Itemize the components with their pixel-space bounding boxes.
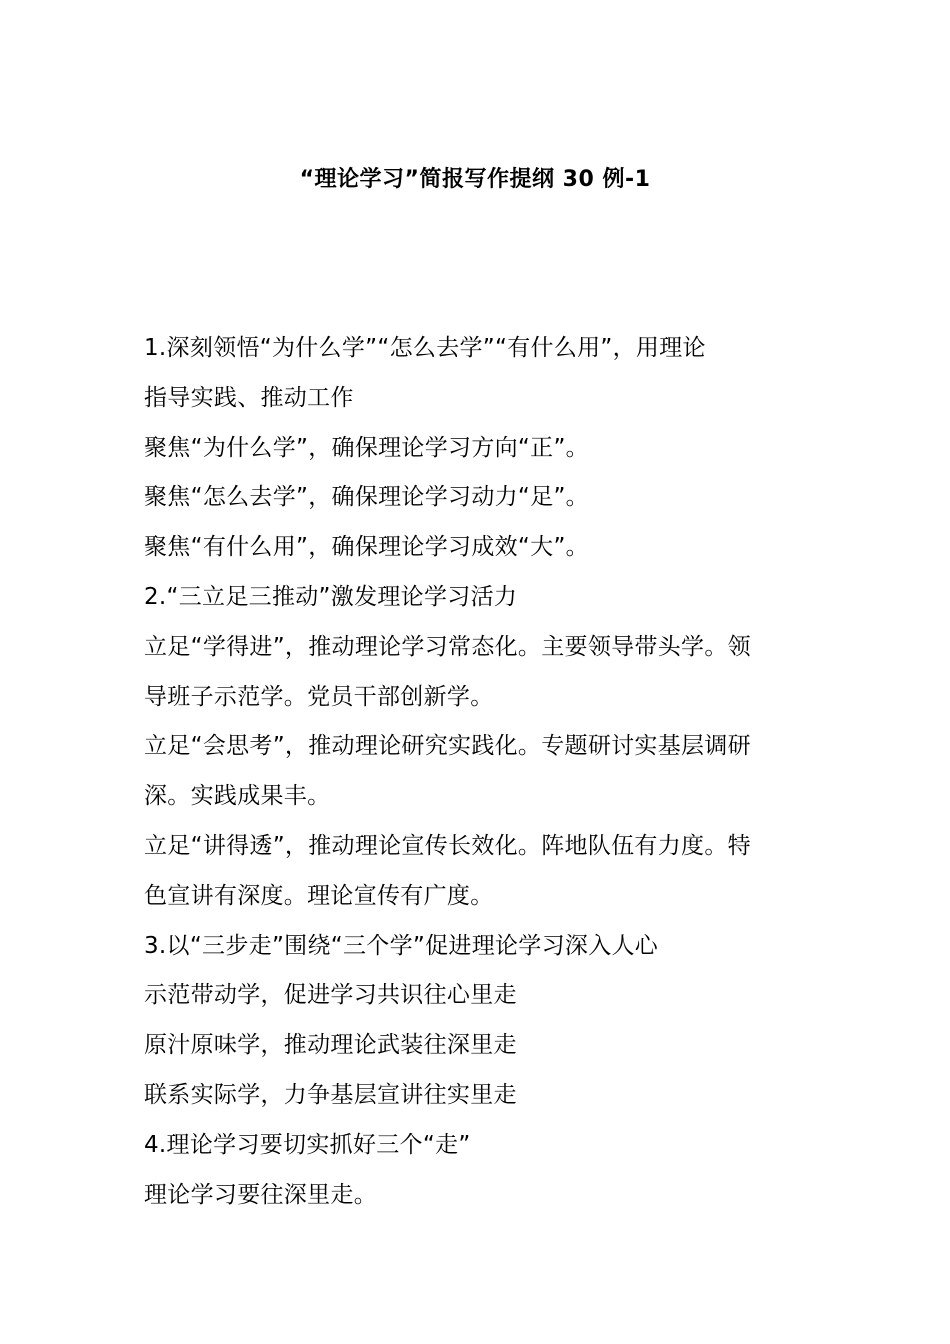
text-line: 导班子示范学。党员干部创新学。	[144, 683, 494, 710]
text-line: 理论学习要往深里走。	[144, 1181, 377, 1208]
document-title: “理论学习”简报写作提纲 30 例-1	[299, 167, 651, 192]
text-line: 1.深刻领悟“为什么学”“怎么去学”“有什么用”，用理论	[144, 335, 706, 361]
document-body	[144, 324, 808, 1220]
text-line: 2.“三立足三推动”激发理论学习活力	[144, 583, 518, 610]
text-line: 示范带动学，促进学习共识往心里走	[144, 982, 517, 1009]
text-line: 聚焦“为什么学”，确保理论学习方向“正”。	[144, 434, 589, 461]
text-line: 聚焦“怎么去学”，确保理论学习动力“足”。	[144, 484, 589, 511]
text-line: 深。实践成果丰。	[144, 783, 331, 810]
text-line: 色宣讲有深度。理论宣传有广度。	[144, 882, 494, 909]
text-line: 指导实践、推动工作	[144, 384, 354, 411]
text-line: 立足“学得进”，推动理论学习常态化。主要领导带头学。领	[144, 633, 751, 660]
text-line: 4.理论学习要切实抓好三个“走”	[144, 1131, 471, 1158]
text-line: 立足“讲得透”，推动理论宣传长效化。阵地队伍有力度。特	[144, 832, 751, 859]
text-line: 联系实际学，力争基层宣讲往实里走	[144, 1081, 517, 1108]
text-line: 聚焦“有什么用”，确保理论学习成效“大”。	[144, 534, 589, 561]
text-line: 立足“会思考”，推动理论研究实践化。专题研讨实基层调研	[144, 733, 751, 760]
text-line: 原汁原味学，推动理论武装往深里走	[144, 1032, 517, 1059]
text-line: 3.以“三步走”围绕“三个学”促进理论学习深入人心	[144, 932, 659, 959]
